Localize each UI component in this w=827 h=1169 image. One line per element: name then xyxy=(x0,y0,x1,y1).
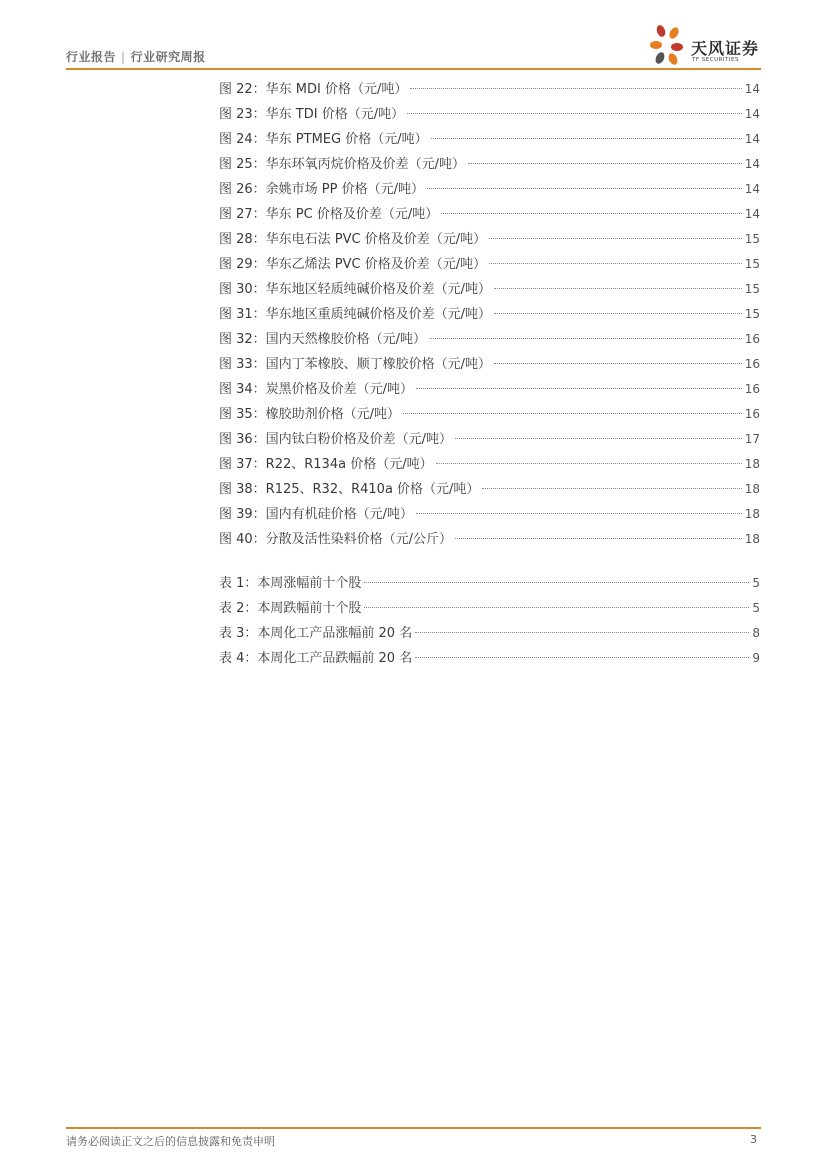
company-logo xyxy=(647,22,765,70)
figure-toc-entry[interactable] xyxy=(219,177,760,202)
figure-toc-entry[interactable] xyxy=(219,127,760,152)
dot-leader xyxy=(489,263,742,264)
report-subsection: 行业研究周报 xyxy=(130,50,206,64)
figure-toc-entry[interactable] xyxy=(219,302,760,327)
toc-entry-label: 图 33：国内丁苯橡胶、顺丁橡胶价格（元/吨） xyxy=(219,357,492,372)
dot-leader xyxy=(407,113,742,114)
dot-leader xyxy=(427,188,742,189)
toc-entry-label: 图 37：R22、R134a 价格（元/吨） xyxy=(219,457,433,472)
figure-toc-entry[interactable] xyxy=(219,352,760,377)
figure-toc-entry[interactable] xyxy=(219,402,760,427)
toc-entry-page: 15 xyxy=(744,307,760,321)
dot-leader xyxy=(436,463,742,464)
table-toc-entry[interactable] xyxy=(219,621,760,646)
figure-toc-entry[interactable] xyxy=(219,427,760,452)
toc-entry-page: 14 xyxy=(744,182,760,196)
table-index-list xyxy=(219,571,760,671)
toc-entry-page: 5 xyxy=(752,601,760,615)
figure-toc-entry[interactable] xyxy=(219,252,760,277)
toc-entry-page: 9 xyxy=(752,651,760,665)
toc-entry-label: 表 3：本周化工产品涨幅前 20 名 xyxy=(219,626,413,641)
toc-entry-label: 表 2：本周跌幅前十个股 xyxy=(219,601,362,616)
table-toc-entry[interactable] xyxy=(219,596,760,621)
toc-entry-label: 图 32：国内天然橡胶价格（元/吨） xyxy=(219,332,427,347)
dot-leader xyxy=(468,163,742,164)
dot-leader xyxy=(416,513,742,514)
report-breadcrumb xyxy=(66,48,206,65)
dot-leader xyxy=(494,288,742,289)
toc-entry-label: 图 35：橡胶助剂价格（元/吨） xyxy=(219,407,401,422)
figure-toc-entry[interactable] xyxy=(219,227,760,252)
figure-toc-entry[interactable] xyxy=(219,152,760,177)
figure-toc-entry[interactable] xyxy=(219,502,760,527)
toc-entry-page: 14 xyxy=(744,82,760,96)
toc-entry-label: 图 30：华东地区轻质纯碱价格及价差（元/吨） xyxy=(219,282,492,297)
toc-entry-page: 16 xyxy=(744,382,760,396)
toc-entry-label: 图 25：华东环氧丙烷价格及价差（元/吨） xyxy=(219,157,466,172)
dot-leader xyxy=(494,313,742,314)
logo-flower-icon xyxy=(647,22,687,70)
dot-leader xyxy=(494,363,742,364)
dot-leader xyxy=(489,238,742,239)
toc-entry-page: 15 xyxy=(744,257,760,271)
dot-leader xyxy=(415,657,749,658)
footer-disclaimer: 请务必阅读正文之后的信息披露和免责申明 xyxy=(66,1135,275,1148)
toc-entry-page: 15 xyxy=(744,282,760,296)
toc-entry-label: 图 24：华东 PTMEG 价格（元/吨） xyxy=(219,132,428,147)
toc-entry-label: 图 36：国内钛白粉价格及价差（元/吨） xyxy=(219,432,453,447)
breadcrumb-separator: | xyxy=(121,50,126,64)
dot-leader xyxy=(403,413,742,414)
toc-entry-page: 15 xyxy=(744,232,760,246)
figure-toc-entry[interactable] xyxy=(219,327,760,352)
table-toc-entry[interactable] xyxy=(219,571,760,596)
figure-toc-entry[interactable] xyxy=(219,77,760,102)
toc-entry-label: 图 40：分散及活性染料价格（元/公斤） xyxy=(219,532,453,547)
toc-entry-label: 图 22：华东 MDI 价格（元/吨） xyxy=(219,82,408,97)
toc-entry-label: 表 1：本周涨幅前十个股 xyxy=(219,576,362,591)
dot-leader xyxy=(482,488,741,489)
toc-entry-page: 18 xyxy=(744,532,760,546)
figure-toc-entry[interactable] xyxy=(219,377,760,402)
toc-entry-label: 表 4：本周化工产品跌幅前 20 名 xyxy=(219,651,413,666)
report-section: 行业报告 xyxy=(66,50,117,64)
dot-leader xyxy=(364,582,749,583)
toc-entry-label: 图 26：余姚市场 PP 价格（元/吨） xyxy=(219,182,424,197)
toc-entry-page: 18 xyxy=(744,507,760,521)
footer-rule xyxy=(66,1127,761,1129)
header-rule xyxy=(66,68,761,70)
toc-entry-page: 14 xyxy=(744,107,760,121)
figure-toc-entry[interactable] xyxy=(219,527,760,552)
toc-entry-page: 18 xyxy=(744,457,760,471)
toc-entry-label: 图 29：华东乙烯法 PVC 价格及价差（元/吨） xyxy=(219,257,487,272)
toc-entry-page: 16 xyxy=(744,332,760,346)
toc-entry-page: 14 xyxy=(744,132,760,146)
dot-leader xyxy=(431,138,742,139)
toc-entry-label: 图 23：华东 TDI 价格（元/吨） xyxy=(219,107,405,122)
dot-leader xyxy=(410,88,741,89)
figure-toc-entry[interactable] xyxy=(219,102,760,127)
toc-entry-label: 图 39：国内有机硅价格（元/吨） xyxy=(219,507,414,522)
dot-leader xyxy=(441,213,741,214)
toc-entry-page: 8 xyxy=(752,626,760,640)
toc-entry-label: 图 27：华东 PC 价格及价差（元/吨） xyxy=(219,207,439,222)
dot-leader xyxy=(429,338,742,339)
page-number: 3 xyxy=(750,1133,757,1146)
logo-name-cn: 天风证券 xyxy=(691,39,760,58)
toc-entry-page: 17 xyxy=(744,432,760,446)
dot-leader xyxy=(455,438,742,439)
toc-entry-label: 图 28：华东电石法 PVC 价格及价差（元/吨） xyxy=(219,232,487,247)
figure-toc-entry[interactable] xyxy=(219,452,760,477)
dot-leader xyxy=(415,632,749,633)
toc-entry-page: 16 xyxy=(744,357,760,371)
toc-entry-page: 5 xyxy=(752,576,760,590)
logo-name-en: TF SECURITIES xyxy=(692,57,739,63)
toc-entry-label: 图 31：华东地区重质纯碱价格及价差（元/吨） xyxy=(219,307,492,322)
toc-entry-page: 14 xyxy=(744,207,760,221)
dot-leader xyxy=(416,388,742,389)
toc-entry-page: 16 xyxy=(744,407,760,421)
toc-entry-label: 图 34：炭黑价格及价差（元/吨） xyxy=(219,382,414,397)
dot-leader xyxy=(455,538,742,539)
figure-toc-entry[interactable] xyxy=(219,477,760,502)
dot-leader xyxy=(364,607,749,608)
figure-toc-entry[interactable] xyxy=(219,277,760,302)
table-toc-entry[interactable] xyxy=(219,646,760,671)
toc-entry-page: 14 xyxy=(744,157,760,171)
figure-index-list xyxy=(219,77,760,552)
toc-entry-label: 图 38：R125、R32、R410a 价格（元/吨） xyxy=(219,482,480,497)
toc-entry-page: 18 xyxy=(744,482,760,496)
figure-toc-entry[interactable] xyxy=(219,202,760,227)
